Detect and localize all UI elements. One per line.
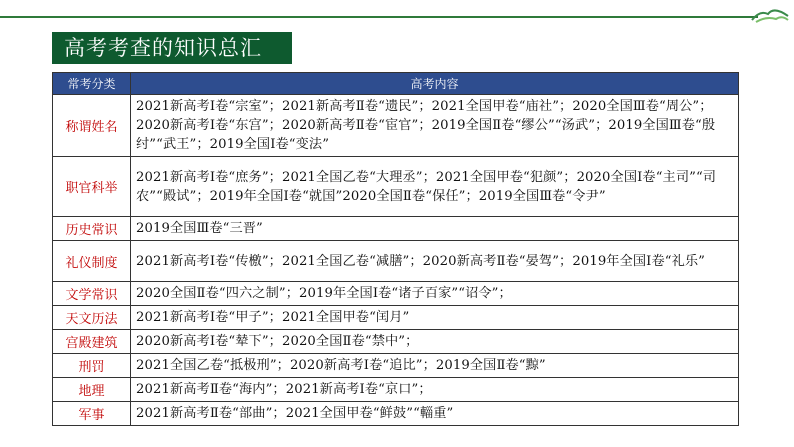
- knowledge-table: [52, 72, 739, 426]
- row-category: 军事: [53, 402, 131, 426]
- page-title: 高考考查的知识总汇: [52, 32, 292, 64]
- row-content: 2021全国乙卷“抵极刑”；2020新高考Ⅰ卷“追比”；2019全国Ⅱ卷“黥”: [131, 354, 739, 378]
- row-content: 2021新高考Ⅰ卷“宗室”；2021新高考Ⅱ卷“遗民”；2021全国甲卷“庙社”；2020全国Ⅲ卷“周公”；2020新高考Ⅰ卷“东宫”；2020新高考Ⅱ卷“宦官”；2019全国Ⅱ卷“缪公”“汤武”；2019全国Ⅲ卷“殷纣”“武王”；2019全国Ⅰ卷“变法”: [131, 95, 739, 157]
- table-row: [53, 330, 739, 354]
- row-category: 礼仪制度: [53, 241, 131, 282]
- row-content: 2021新高考Ⅰ卷“甲子”；2021全国甲卷“闰月”: [131, 306, 739, 330]
- table-row: [53, 282, 739, 306]
- row-content: 2019全国Ⅲ卷“三晋”: [131, 217, 739, 241]
- table-row: [53, 241, 739, 282]
- row-content: 2021新高考Ⅱ卷“部曲”；2021全国甲卷“鲜鼓”“輜重”: [131, 402, 739, 426]
- table-row: [53, 306, 739, 330]
- row-content: 2020全国Ⅱ卷“四六之制”；2019年全国Ⅰ卷“诸子百家”“诏令”；: [131, 282, 739, 306]
- top-decor-line: [0, 16, 758, 18]
- row-category: 称谓姓名: [53, 95, 131, 157]
- row-category: 宫殿建筑: [53, 330, 131, 354]
- row-content: 2021新高考Ⅰ卷“传檄”；2021全国乙卷“减膳”；2020新高考Ⅱ卷“晏驾”；2019年全国Ⅰ卷“礼乐”: [131, 241, 739, 282]
- header-category: 常考分类: [53, 73, 131, 95]
- table-row: [53, 402, 739, 426]
- row-category: 历史常识: [53, 217, 131, 241]
- row-content: 2021新高考Ⅱ卷“海内”；2021新高考Ⅰ卷“京口”；: [131, 378, 739, 402]
- table-row: [53, 217, 739, 241]
- table-row: [53, 354, 739, 378]
- row-category: 天文历法: [53, 306, 131, 330]
- row-category: 职官科举: [53, 157, 131, 217]
- table-row: [53, 157, 739, 217]
- row-category: 刑罚: [53, 354, 131, 378]
- table-row: [53, 378, 739, 402]
- row-category: 文学常识: [53, 282, 131, 306]
- table-header-row: [53, 73, 739, 95]
- table-row: [53, 95, 739, 157]
- row-content: 2020新高考Ⅰ卷“辇下”；2020全国Ⅱ卷“禁中”；: [131, 330, 739, 354]
- header-content: 高考内容: [131, 73, 739, 95]
- row-category: 地理: [53, 378, 131, 402]
- row-content: 2021新高考Ⅰ卷“庶务”；2021全国乙卷“大理丞”；2021全国甲卷“犯颜”；2020全国Ⅰ卷“主司”“司农”“殿试”；2019年全国Ⅰ卷“就国”2020全国Ⅱ卷“保任”；2019全国Ⅲ卷“令尹”: [131, 157, 739, 217]
- mountain-logo-icon: [750, 0, 790, 24]
